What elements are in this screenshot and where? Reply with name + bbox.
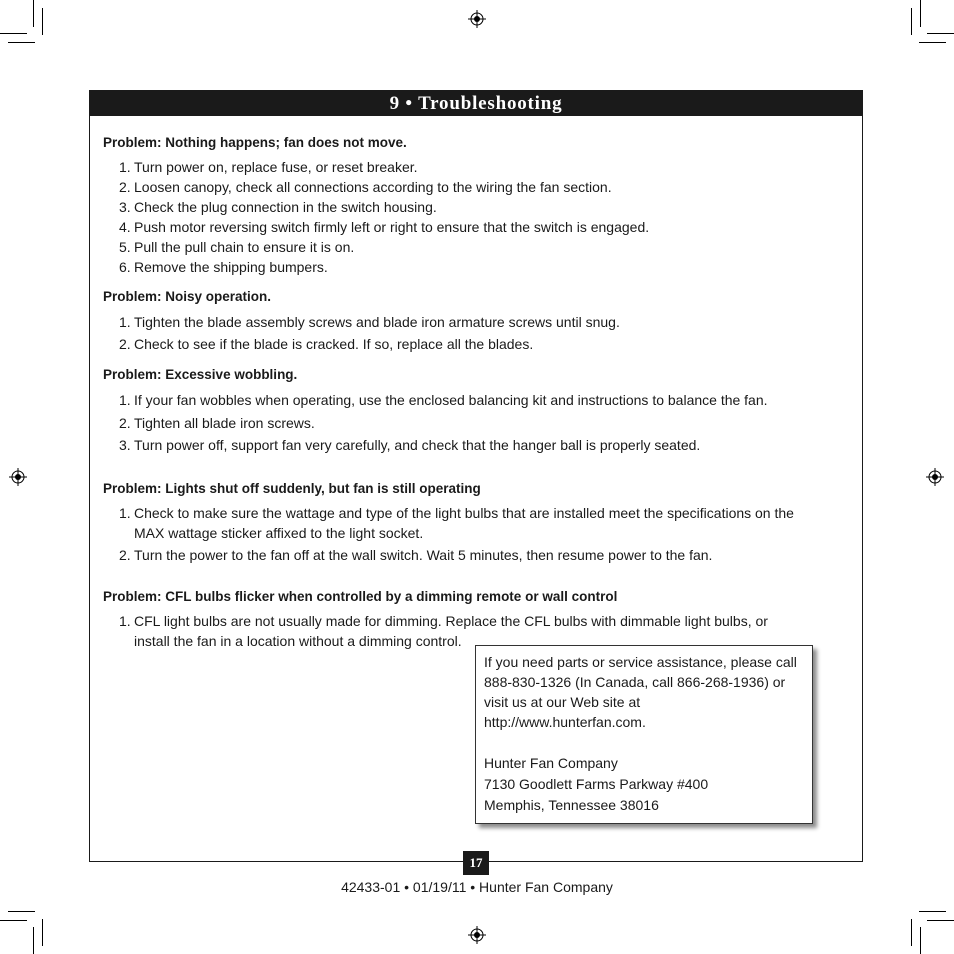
list-item: 2. Loosen canopy, check all connections according to the wiring the fan section. xyxy=(119,179,612,195)
document-footer: 42433-01 • 01/19/11 • Hunter Fan Company xyxy=(341,879,613,895)
crop-mark xyxy=(8,911,35,912)
problem-section xyxy=(103,133,843,277)
list-item: 6. Remove the shipping bumpers. xyxy=(119,259,328,275)
problem-title: Problem: CFL bulbs flicker when controlled by a dimming remote or wall control xyxy=(103,588,618,604)
registration-mark-icon xyxy=(468,10,486,28)
step-list xyxy=(103,311,843,355)
step-list xyxy=(103,389,843,457)
company-street: 7130 Goodlett Farms Parkway #400 xyxy=(484,776,709,792)
list-item: 2. Check to see if the blade is cracked. If so, replace all the blades. xyxy=(119,336,534,352)
step-list xyxy=(103,157,843,277)
crop-mark xyxy=(927,33,954,34)
list-item: 3. Check the plug connection in the switch housing. xyxy=(119,199,437,215)
problem-section xyxy=(103,479,843,565)
registration-mark-icon xyxy=(9,468,27,486)
crop-mark xyxy=(8,42,35,43)
crop-mark xyxy=(33,0,34,27)
crop-mark xyxy=(919,911,946,912)
crop-mark xyxy=(33,927,34,954)
crop-mark xyxy=(911,8,912,35)
problem-section xyxy=(103,287,843,355)
list-item: 1. Tighten the blade assembly screws and blade iron armature screws until snug. xyxy=(119,314,620,330)
problem-section xyxy=(103,587,843,651)
page-frame xyxy=(89,90,863,862)
crop-mark xyxy=(0,920,27,921)
list-item: 1. CFL light bulbs are not usually made for dimming. Replace the CFL bulbs with dimmable light bulbs, or install the fan in a location without a dimming control. xyxy=(119,612,768,649)
company-address xyxy=(484,753,804,816)
troubleshooting-content xyxy=(103,133,843,661)
crop-mark xyxy=(0,33,27,34)
list-item: 4. Push motor reversing switch firmly left or right to ensure that the switch is engaged. xyxy=(119,219,650,235)
crop-mark xyxy=(919,42,946,43)
problem-section xyxy=(103,365,843,457)
section-title: 9 • Troubleshooting xyxy=(90,91,862,116)
crop-mark xyxy=(42,8,43,35)
problem-title: Problem: Excessive wobbling. xyxy=(103,367,298,382)
problem-title: Problem: Lights shut off suddenly, but fan is still operating xyxy=(103,480,481,496)
step-list xyxy=(103,503,799,565)
list-item: 3. Turn power off, support fan very carefully, and check that the hanger ball is properly seated. xyxy=(119,437,701,453)
page-number: 17 xyxy=(463,851,489,875)
crop-mark xyxy=(920,927,921,954)
list-item: 5. Pull the pull chain to ensure it is on. xyxy=(119,239,355,255)
registration-mark-icon xyxy=(468,926,486,944)
list-item: 1. Turn power on, replace fuse, or reset breaker. xyxy=(119,159,418,175)
crop-mark xyxy=(42,919,43,946)
crop-mark xyxy=(911,919,912,946)
crop-mark xyxy=(920,0,921,27)
list-item: 2. Tighten all blade iron screws. xyxy=(119,414,315,431)
problem-title: Problem: Noisy operation. xyxy=(103,289,272,304)
company-city: Memphis, Tennessee 38016 xyxy=(484,797,659,813)
company-name: Hunter Fan Company xyxy=(484,755,618,771)
list-item: 2. Turn the power to the fan off at the wall switch. Wait 5 minutes, then resume power to the fan. xyxy=(119,546,713,563)
list-item: 1. Check to make sure the wattage and type of the light bulbs that are installed meet the specifications on the MAX wattage sticker affixed to the light socket. xyxy=(119,504,794,541)
problem-title: Problem: Nothing happens; fan does not move. xyxy=(103,135,407,150)
registration-mark-icon xyxy=(926,468,944,486)
list-item: 1. If your fan wobbles when operating, use the enclosed balancing kit and instructions to balance the fan. xyxy=(119,392,768,408)
service-info-box xyxy=(475,645,813,824)
crop-mark xyxy=(927,920,954,921)
service-contact-text: If you need parts or service assistance, please call 888-830-1326 (In Canada, call 866-268-1936) or visit us at our Web site at http://www.hunterfan.com. xyxy=(484,654,797,730)
